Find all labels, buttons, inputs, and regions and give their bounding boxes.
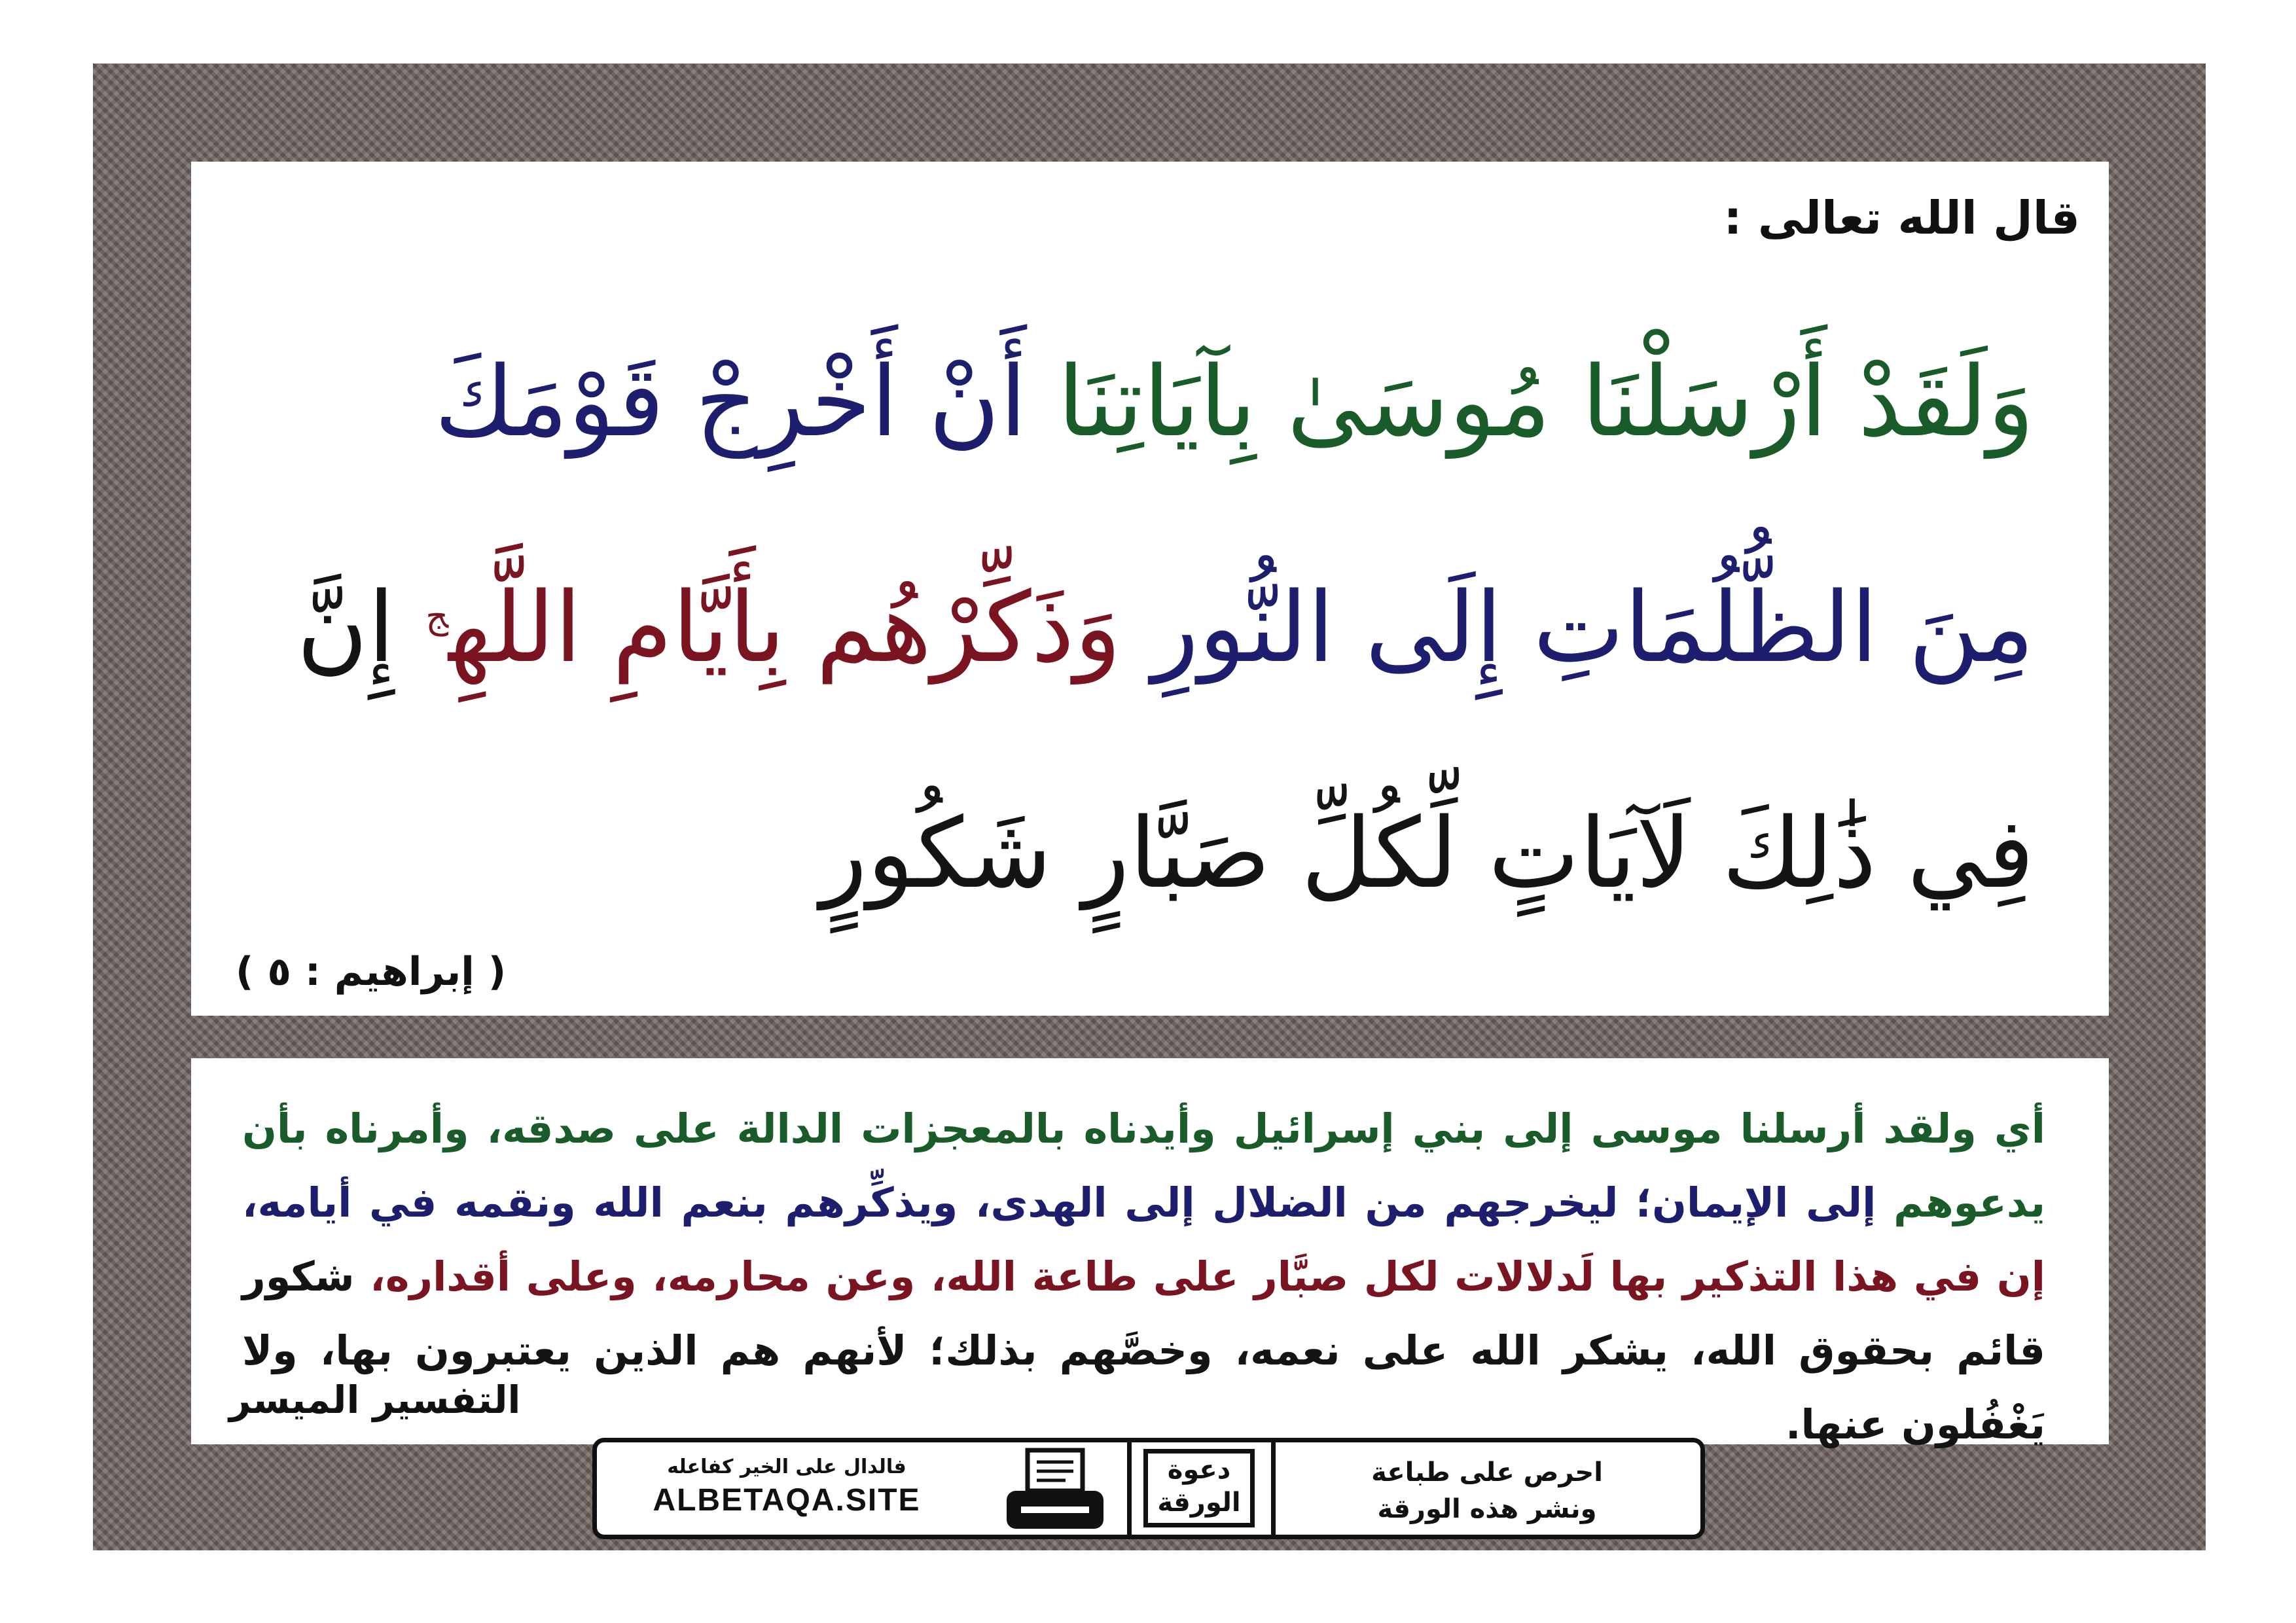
tafsir-segment: شكور قائم بحقوق الله، يشكر الله على نعمه، وخصَّهم بذلك؛ لأنهم هم الذين يعتبرون بها، ولا يَغْفُلون عنها. xyxy=(242,1253,2045,1448)
verse-line-3 xyxy=(267,797,2034,910)
verse-segment: وَلَقَدْ أَرْسَلْنَا مُوسَىٰ بِآيَاتِنَا xyxy=(1026,346,2034,458)
tafsir-segment: إن في هذا التذكير بها لَدلالات لكل صبَّار على طاعة الله، وعن محارمه، وعلى أقداره، xyxy=(354,1253,2045,1300)
footer-bar xyxy=(592,1438,1705,1539)
footer-site-link[interactable]: ALBETAQA.SITE xyxy=(653,1483,921,1518)
verse-line-2 xyxy=(267,571,2034,684)
cta-line: ونشر هذه الورقة xyxy=(1377,1494,1597,1524)
verse-segment: إِنَّ xyxy=(296,571,426,684)
verse-reference: ( إبراهيم : ٥ ) xyxy=(236,949,507,995)
footer-slogan: فالدال على الخير كفاعله xyxy=(667,1455,906,1478)
verse-segment: مِنَ الظُّلُمَاتِ إِلَى النُّورِ xyxy=(1121,571,2034,684)
footer-divider xyxy=(1127,1442,1132,1535)
verse-segment: فِي ذَٰلِكَ لَآيَاتٍ لِّكُلِّ صَبَّارٍ شَكُورٍ xyxy=(820,797,2034,910)
logo-line: دعوة xyxy=(1167,1455,1231,1485)
verse-intro: قال الله تعالى : xyxy=(1723,191,2080,245)
waqf-mark: ج xyxy=(425,595,449,637)
cta-line: احرص على طباعة xyxy=(1371,1457,1603,1488)
logo-line: الورقة xyxy=(1157,1488,1241,1518)
footer-site-block[interactable] xyxy=(643,1455,931,1518)
tafsir-segment: إلى الإيمان؛ ليخرجهم من الضلال إلى الهدى، ويذكِّرهم بنعم الله ونقمه في أيامه، xyxy=(242,1179,1876,1226)
printer-icon xyxy=(1003,1448,1107,1533)
dawat-alwaraqa-logo xyxy=(1143,1449,1255,1527)
verse-segment: أَنْ أَخْرِجْ قَوْمَكَ xyxy=(434,346,1027,458)
verse-line-1 xyxy=(267,346,2034,458)
tafsir-segment: أي ولقد أرسلنا موسى إلى بني إسرائيل وأيدناه بالمعجزات الدالة على صدقه، وأمرناه بأن يدعوهم xyxy=(242,1105,2046,1226)
verse-segment: وَذَكِّرْهُم بِأَيَّامِ اللَّهِ xyxy=(448,571,1121,684)
footer-divider xyxy=(1271,1442,1276,1535)
tafsir-source: التفسير الميسر xyxy=(229,1378,521,1422)
footer-call-to-action xyxy=(1304,1454,1670,1527)
